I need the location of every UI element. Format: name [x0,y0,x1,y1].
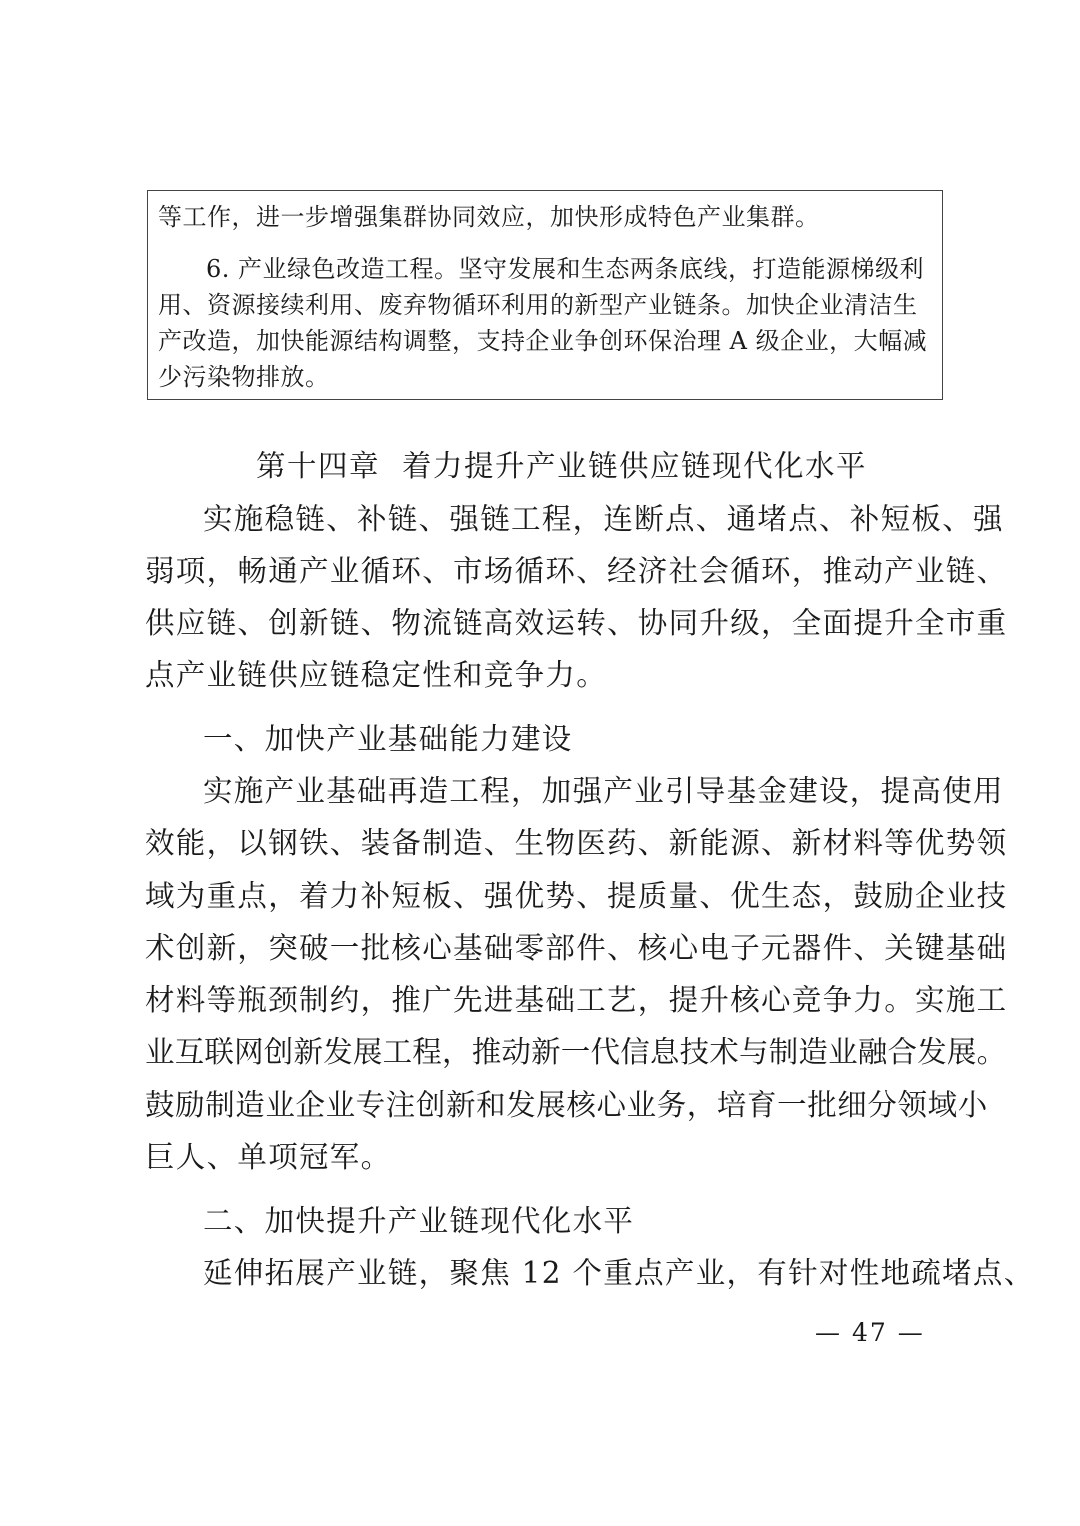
paragraph-line: 延伸拓展产业链，聚焦 12 个重点产业，有针对性地疏堵点、 [203,1256,1035,1290]
paragraph-line: 域为重点，着力补短板、强优势、提质量、优生态，鼓励企业技 [145,879,1008,913]
paragraph-line: 供应链、创新链、物流链高效运转、协同升级，全面提升全市重 [145,606,1008,640]
box-line: 6. 产业绿色改造工程。坚守发展和生态两条底线，打造能源梯级利 [206,255,925,283]
box-line: 用、资源接续利用、废弃物循环利用的新型产业链条。加快企业清洁生 [158,291,918,319]
paragraph-line: 术创新，突破一批核心基础零部件、核心电子元器件、关键基础 [145,931,1008,965]
box-line: 等工作，进一步增强集群协同效应，加快形成特色产业集群。 [158,203,820,231]
paragraph-line: 弱项，畅通产业循环、市场循环、经济社会循环，推动产业链、 [145,554,1008,588]
section-heading: 一、加快产业基础能力建设 [203,722,573,756]
paragraph-line: 实施产业基础再造工程，加强产业引导基金建设，提高使用 [203,774,1004,808]
paragraph-line: 巨人、单项冠军。 [145,1140,392,1174]
paragraph-line: 点产业链供应链稳定性和竞争力。 [145,658,608,692]
box-line: 少污染物排放。 [158,363,330,391]
paragraph-line: 效能，以钢铁、装备制造、生物医药、新能源、新材料等优势领 [145,826,1008,860]
page-number: — 47 — [815,1318,925,1347]
section-heading: 二、加快提升产业链现代化水平 [203,1204,635,1238]
paragraph-line: 鼓励制造业企业专注创新和发展核心业务，培育一批细分领域小 [145,1088,988,1122]
paragraph-line: 业互联网创新发展工程，推动新一代信息技术与制造业融合发展。 [145,1035,1007,1069]
chapter-title: 着力提升产业链供应链现代化水平 [402,449,868,483]
highlight-box [147,190,943,400]
paragraph-line: 实施稳链、补链、强链工程，连断点、通堵点、补短板、强 [203,502,1004,536]
box-line: 产改造，加快能源结构调整，支持企业争创环保治理 A 级企业，大幅减 [158,327,928,355]
chapter-number: 第十四章 [256,449,381,483]
paragraph-line: 材料等瓶颈制约，推广先进基础工艺，提升核心竞争力。实施工 [145,983,1008,1017]
